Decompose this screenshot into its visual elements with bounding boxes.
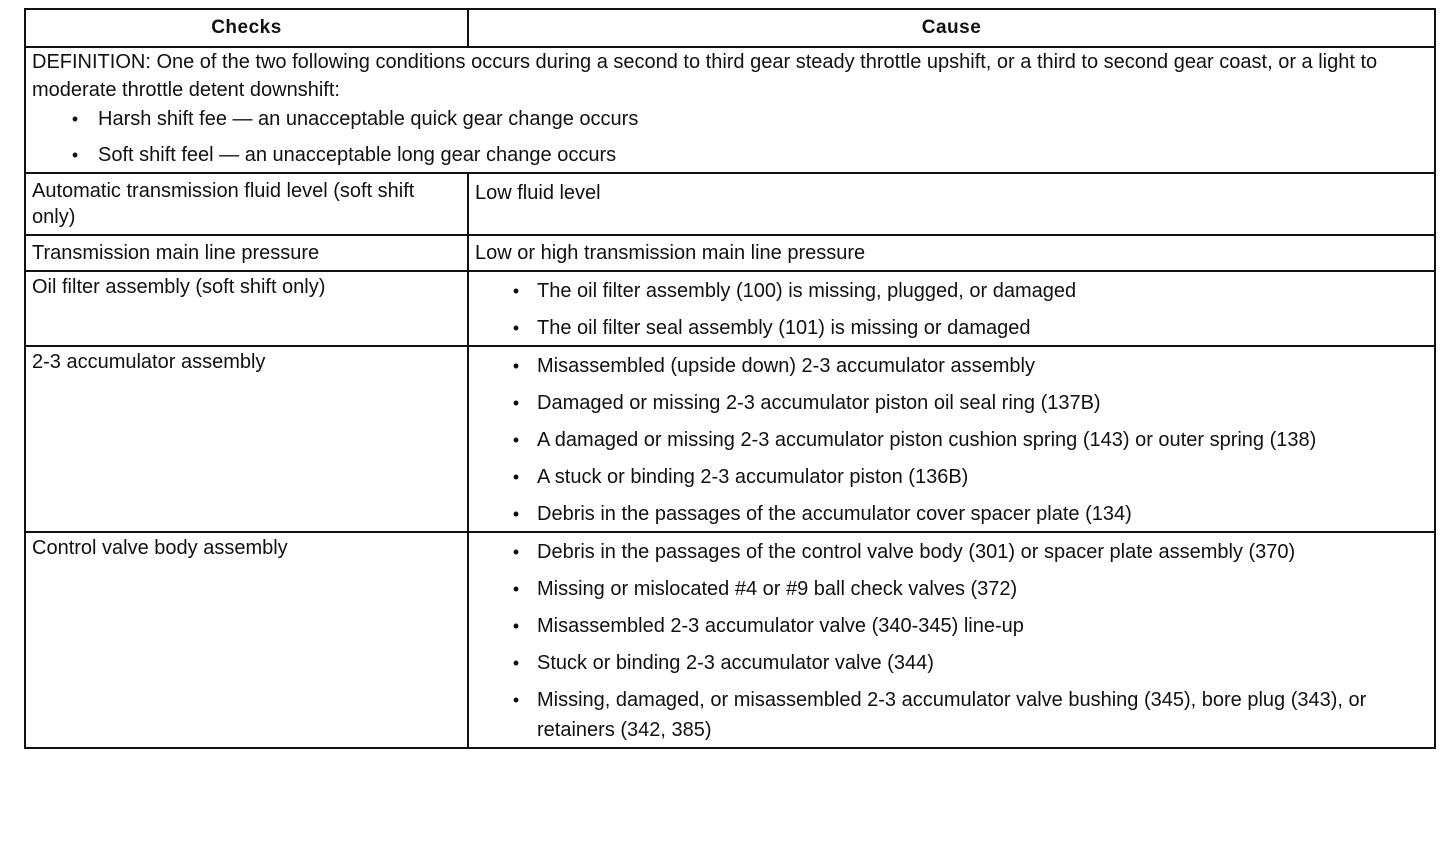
definition-cell xyxy=(25,47,1435,173)
cause-item-text: A damaged or missing 2-3 accumulator piston cushion spring (143) or outer spring (138) xyxy=(537,429,1317,451)
check-cell xyxy=(25,235,468,271)
bullet-icon: • xyxy=(512,356,520,376)
bullet-icon: • xyxy=(71,145,79,165)
bullet-icon: • xyxy=(512,504,520,524)
cause-text: Low fluid level xyxy=(475,182,601,204)
table-row xyxy=(25,173,1435,235)
cause-item xyxy=(475,574,1428,604)
cause-item-text: Misassembled (upside down) 2-3 accumulator assembly xyxy=(537,355,1035,377)
cause-header: Cause xyxy=(468,9,1435,47)
bullet-icon: • xyxy=(512,542,520,562)
cause-item xyxy=(475,462,1428,492)
bullet-icon: • xyxy=(512,653,520,673)
table-row xyxy=(25,346,1435,532)
check-cell xyxy=(25,271,468,346)
bullet-icon: • xyxy=(512,690,520,710)
bullet-icon: • xyxy=(512,393,520,413)
checks-header: Checks xyxy=(25,9,468,47)
cause-cell xyxy=(468,173,1435,235)
bullet-icon: • xyxy=(512,616,520,636)
cause-item xyxy=(475,351,1428,381)
check-cell xyxy=(25,173,468,235)
cause-item xyxy=(475,276,1428,306)
definition-row xyxy=(25,47,1435,173)
check-label: Automatic transmission fluid level (soft shift only) xyxy=(32,180,415,228)
check-label: 2-3 accumulator assembly xyxy=(32,351,266,373)
document-page xyxy=(24,8,1434,749)
header-row xyxy=(25,9,1435,47)
cause-cell xyxy=(468,346,1435,532)
definition-text: DEFINITION: One of the two following conditions occurs during a second to third gear steady throttle upshift, or a third to second gear coast, or a light to moderate throttle detent downshift: xyxy=(32,51,1378,101)
cause-cell xyxy=(468,271,1435,346)
cause-item xyxy=(475,388,1428,418)
cause-list xyxy=(475,537,1428,745)
cause-item-text: The oil filter assembly (100) is missing, plugged, or damaged xyxy=(537,280,1077,302)
table-row xyxy=(25,532,1435,748)
table-row xyxy=(25,235,1435,271)
definition-bullet xyxy=(32,104,1428,134)
cause-text: Low or high transmission main line pressure xyxy=(475,242,866,264)
cause-item xyxy=(475,313,1428,343)
cause-list xyxy=(475,276,1428,343)
cause-cell xyxy=(468,532,1435,748)
cause-item xyxy=(475,425,1428,455)
cause-item-text: Stuck or binding 2-3 accumulator valve (344) xyxy=(537,652,934,674)
bullet-icon: • xyxy=(512,318,520,338)
cause-item xyxy=(475,648,1428,678)
bullet-icon: • xyxy=(512,467,520,487)
cause-item-text: The oil filter seal assembly (101) is missing or damaged xyxy=(537,317,1031,339)
bullet-icon: • xyxy=(512,281,520,301)
cause-cell xyxy=(468,235,1435,271)
cause-item-text: Misassembled 2-3 accumulator valve (340-345) line-up xyxy=(537,615,1024,637)
definition-bullet xyxy=(32,140,1428,170)
cause-item-text: Damaged or missing 2-3 accumulator piston oil seal ring (137B) xyxy=(537,392,1101,414)
check-label: Transmission main line pressure xyxy=(32,242,320,264)
definition-bullet-text: Harsh shift fee — an unacceptable quick gear change occurs xyxy=(98,108,639,130)
definition-bullet-text: Soft shift feel — an unacceptable long gear change occurs xyxy=(98,144,617,166)
check-label: Control valve body assembly xyxy=(32,537,288,559)
cause-list xyxy=(475,351,1428,529)
definition-bullets xyxy=(32,104,1428,170)
cause-item xyxy=(475,611,1428,641)
cause-item-text: Missing or mislocated #4 or #9 ball check valves (372) xyxy=(537,578,1018,600)
cause-item-text: A stuck or binding 2-3 accumulator piston (136B) xyxy=(537,466,969,488)
check-label: Oil filter assembly (soft shift only) xyxy=(32,276,326,298)
table-row xyxy=(25,271,1435,346)
cause-item-text: Missing, damaged, or misassembled 2-3 accumulator valve bushing (345), bore plug (343), or retainers (342, 385) xyxy=(537,689,1367,741)
bullet-icon: • xyxy=(512,430,520,450)
check-cell xyxy=(25,346,468,532)
cause-item xyxy=(475,499,1428,529)
cause-item xyxy=(475,537,1428,567)
diagnostic-table xyxy=(24,8,1436,749)
cause-item xyxy=(475,685,1428,745)
cause-item-text: Debris in the passages of the control valve body (301) or spacer plate assembly (370) xyxy=(537,541,1296,563)
check-cell xyxy=(25,532,468,748)
cause-item-text: Debris in the passages of the accumulator cover spacer plate (134) xyxy=(537,503,1132,525)
bullet-icon: • xyxy=(512,579,520,599)
bullet-icon: • xyxy=(71,109,79,129)
